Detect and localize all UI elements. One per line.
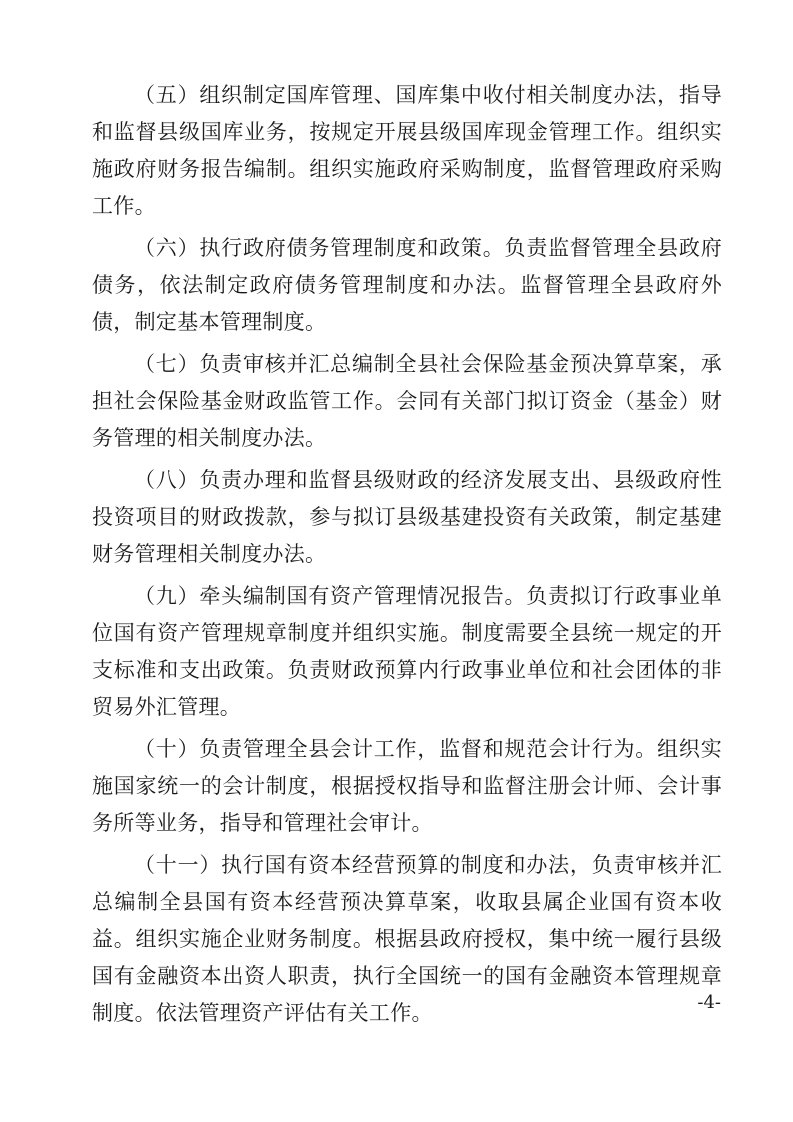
paragraph-10: （十）负责管理全县会计工作，监督和规范会计行为。组织实施国家统一的会计制度，根据授权指导和监督注册会计师、会计事务所等业务，指导和管理社会审计。 [92,737,722,835]
page-number: -4- [697,992,721,1013]
paragraph-8: （八）负责办理和监督县级财政的经济发展支出、县级政府性投资项目的财政拨款，参与拟订县级基建投资有关政策，制定基建财务管理相关制度办法。 [92,468,722,566]
paragraph-6: （六）执行政府债务管理制度和政策。负责监督管理全县政府债务，依法制定政府债务管理制度和办法。监督管理全县政府外债，制定基本管理制度。 [92,236,722,334]
paragraph-7: （七）负责审核并汇总编制全县社会保险基金预决算草案，承担社会保险基金财政监管工作。会同有关部门拟订资金（基金）财务管理的相关制度办法。 [92,352,722,450]
document-body [92,77,722,1037]
paragraph-5: （五）组织制定国库管理、国库集中收付相关制度办法，指导和监督县级国库业务，按规定开展县级国库现金管理工作。组织实施政府财务报告编制。组织实施政府采购制度，监督管理政府采购工作。 [92,83,722,218]
paragraph-11: （十一）执行国有资本经营预算的制度和办法，负责审核并汇总编制全县国有资本经营预决算草案，收取县属企业国有资本收益。组织实施企业财务制度。根据县政府授权，集中统一履行县级国有金融资本出资人职责，执行全国统一的国有金融资本管理规章制度。依法管理资产评估有关工作。 [92,853,722,1025]
paragraph-9: （九）牵头编制国有资产管理情况报告。负责拟订行政事业单位国有资产管理规章制度并组织实施。制度需要全县统一规定的开支标准和支出政策。负责财政预算内行政事业单位和社会团体的非贸易外汇管理。 [92,584,722,719]
